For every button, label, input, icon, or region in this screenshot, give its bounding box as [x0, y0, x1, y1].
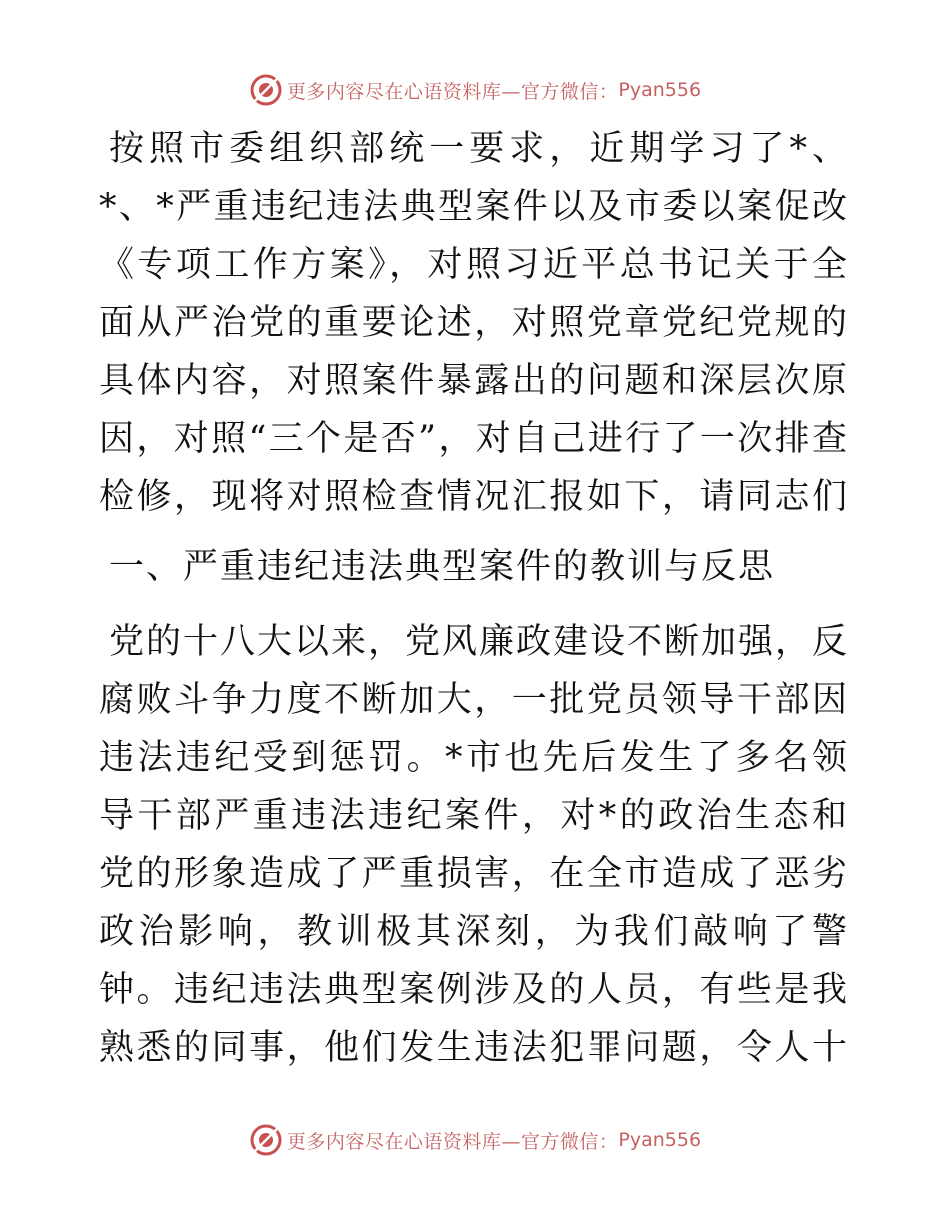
- banner-wechat-id: Pyan556: [618, 1129, 702, 1151]
- paragraph-section-1: 党的十八大以来，党风廉政建设不断加强，反腐败斗争力度不断加大，一批党员领导干部因违法违纪受到惩罚。*市也先后发生了多名领导干部严重违法违纪案件，对*的政治生态和党的形象造成了严重损害，在全市造成了恶劣政治影响，教训极其深刻，为我们敲响了警钟。违纪违法典型案例涉及的人员，有些是我熟悉的同事，他们发生违法犯罪问题，令人十: [99, 622, 849, 1068]
- header-watermark-banner: [0, 70, 950, 110]
- document-body: [99, 120, 849, 1077]
- banner-text: 更多内容尽在心语资料库—官方微信：: [286, 80, 619, 103]
- footer-watermark-banner: [0, 1120, 950, 1160]
- logo-icon: [249, 1123, 283, 1157]
- banner-text: 更多内容尽在心语资料库—官方微信：: [286, 1130, 619, 1153]
- paragraph-intro: 按照市委组织部统一要求，近期学习了*、*、*严重违纪违法典型案件以及市委以案促改《专项工作方案》，对照习近平总书记关于全面从严治党的重要论述，对照党章党纪党规的具体内容，对照案件暴露出的问题和深层次原因，对照“三个是否”，对自己进行了一次排查检修，现将对照检查情况汇报如下，请同志们: [99, 129, 849, 517]
- section-heading: 一、严重违纪违法典型案件的教训与反思: [109, 547, 776, 587]
- logo-icon: [249, 73, 283, 107]
- banner-wechat-id: Pyan556: [618, 79, 702, 101]
